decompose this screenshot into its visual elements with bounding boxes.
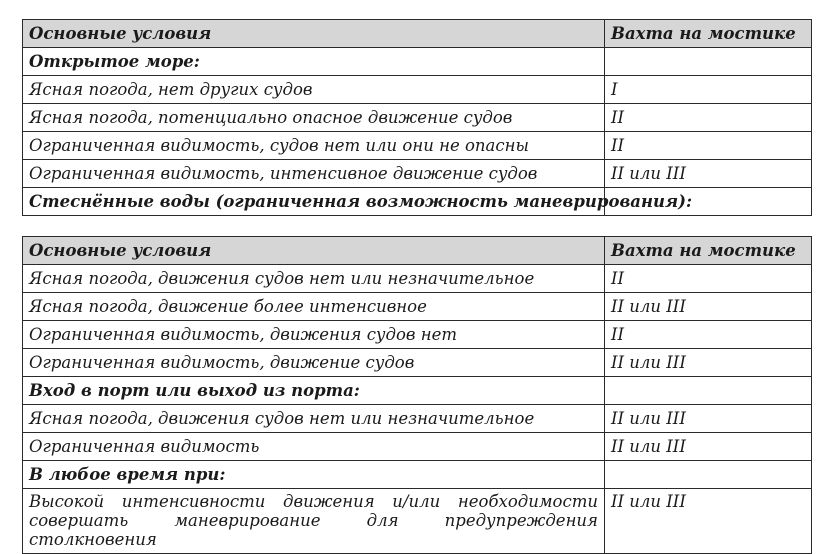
- table-row: [23, 76, 812, 104]
- section-title: В любое время при:: [23, 461, 605, 489]
- column-header-conditions: Основные условия: [23, 237, 605, 265]
- watch-level-cell: [605, 377, 812, 405]
- section-title: Стеснённые воды (ограниченная возможность маневрирования):: [23, 188, 605, 216]
- section-row-open-sea: [23, 48, 812, 76]
- section-title: Вход в порт или выход из порта:: [23, 377, 605, 405]
- section-row-confined-waters: [23, 188, 812, 216]
- watch-level-cell: [605, 461, 812, 489]
- condition-cell: Ясная погода, движения судов нет или незначительное: [23, 265, 605, 293]
- watch-level-cell: II или III: [605, 293, 812, 321]
- condition-cell: Ясная погода, потенциально опасное движение судов: [23, 104, 605, 132]
- watch-level-cell: II или III: [605, 433, 812, 461]
- condition-cell: Ограниченная видимость, движения судов нет: [23, 321, 605, 349]
- table-row: [23, 104, 812, 132]
- watch-level-cell: II или III: [605, 405, 812, 433]
- column-header-bridge-watch: Вахта на мостике: [605, 20, 812, 48]
- table-row: [23, 349, 812, 377]
- watch-level-cell: II или III: [605, 160, 812, 188]
- table-row: [23, 489, 812, 554]
- watch-level-cell: [605, 48, 812, 76]
- watch-level-cell: II: [605, 132, 812, 160]
- table-header-row: [23, 237, 812, 265]
- watch-level-cell: II: [605, 265, 812, 293]
- condition-cell: Ясная погода, движения судов нет или незначительное: [23, 405, 605, 433]
- watch-level-cell: I: [605, 76, 812, 104]
- condition-cell: Ограниченная видимость, интенсивное движение судов: [23, 160, 605, 188]
- watch-level-cell: II: [605, 321, 812, 349]
- condition-cell: Ясная погода, нет других судов: [23, 76, 605, 104]
- condition-cell: Ограниченная видимость, движение судов: [23, 349, 605, 377]
- table-row: [23, 433, 812, 461]
- column-header-bridge-watch: Вахта на мостике: [605, 237, 812, 265]
- watch-level-cell: II или III: [605, 489, 812, 554]
- table-row: [23, 405, 812, 433]
- watch-level-cell: II или III: [605, 349, 812, 377]
- table-row: [23, 160, 812, 188]
- condition-cell: Ограниченная видимость: [23, 433, 605, 461]
- section-row-any-time: [23, 461, 812, 489]
- condition-cell: Ограниченная видимость, судов нет или они не опасны: [23, 132, 605, 160]
- section-row-port-entry-exit: [23, 377, 812, 405]
- table-row: [23, 321, 812, 349]
- column-header-conditions: Основные условия: [23, 20, 605, 48]
- condition-cell: Ясная погода, движение более интенсивное: [23, 293, 605, 321]
- watch-table-open-sea: [22, 19, 812, 216]
- table-row: [23, 265, 812, 293]
- table-row: [23, 132, 812, 160]
- condition-cell: Высокой интенсивности движения и/или необходимости совершать маневрирование для предупреждения столкновения: [23, 489, 605, 554]
- watch-level-cell: II: [605, 104, 812, 132]
- watch-table-confined-waters: [22, 236, 812, 554]
- table-row: [23, 293, 812, 321]
- section-title: Открытое море:: [23, 48, 605, 76]
- table-header-row: [23, 20, 812, 48]
